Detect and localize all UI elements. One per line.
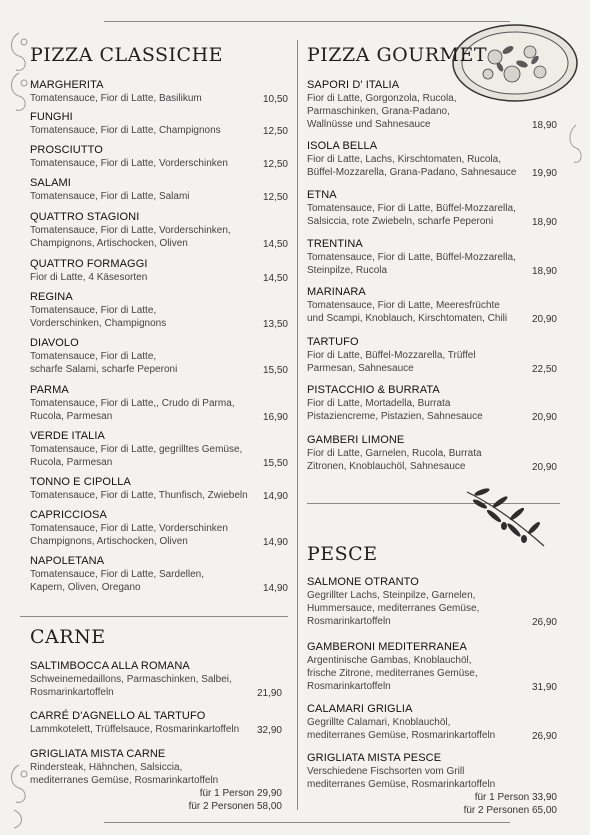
- menu-item-carr-d-agnello-al-tartufo: [30, 710, 282, 736]
- menu-item-parma: [30, 384, 288, 423]
- item-name: GAMBERI LIMONE: [307, 434, 405, 446]
- section-title-carne: CARNE: [30, 626, 106, 648]
- item-price: 14,90: [262, 491, 288, 502]
- item-price: 14,90: [262, 537, 288, 548]
- item-price: 20,90: [531, 412, 557, 423]
- item-name: CARRÉ D'AGNELLO AL TARTUFO: [30, 710, 206, 722]
- item-description-line: Hummersauce, mediterranes Gemüse,: [307, 603, 480, 614]
- item-description-line: Tomatensauce, Fior di Latte, Champignons: [30, 125, 221, 136]
- item-price: 15,50: [262, 458, 288, 469]
- item-description-line: Tomatensauce, Fior di Latte, Thunfisch, Zwiebeln: [30, 490, 248, 501]
- item-price: 10,50: [262, 94, 288, 105]
- item-description-line: Gegrillter Lachs, Steinpilze, Garnelen,: [307, 590, 476, 601]
- section-title-pizza-gourmet: PIZZA GOURMET: [307, 44, 488, 66]
- menu-item-salami: [30, 177, 288, 203]
- item-description-line: frische Zitrone, mediterranes Gemüse,: [307, 668, 478, 679]
- item-name: PROSCIUTTO: [30, 144, 103, 156]
- item-price: 32,90: [256, 725, 282, 736]
- item-description-line: Champignons, Artischocken, Oliven: [30, 536, 188, 547]
- item-price-option: für 1 Person 33,90: [474, 792, 557, 803]
- item-price: 26,90: [531, 731, 557, 742]
- item-price: 14,50: [262, 239, 288, 250]
- item-description-line: und Scampi, Knoblauch, Kirschtomaten, Chili: [307, 313, 508, 324]
- item-description-line: Rosmarinkartoffeln: [307, 616, 391, 627]
- menu-item-diavolo: [30, 337, 288, 376]
- menu-item-gamberi-limone: [307, 434, 557, 473]
- menu-item-funghi: [30, 111, 288, 137]
- item-name: TARTUFO: [307, 336, 359, 348]
- item-description-line: Champignons, Artischocken, Oliven: [30, 238, 188, 249]
- item-description-line: Tomatensauce, Fior di Latte, Sardellen,: [30, 569, 204, 580]
- item-name: SALTIMBOCCA ALLA ROMANA: [30, 660, 190, 672]
- item-description-line: Tomatensauce, Fior di Latte, Vorderschinken: [30, 158, 228, 169]
- item-name: TONNO E CIPOLLA: [30, 476, 131, 488]
- menu-item-calamari-griglia: [307, 703, 557, 742]
- item-price: 26,90: [531, 617, 557, 628]
- item-price: 14,90: [262, 583, 288, 594]
- item-price-options: [307, 791, 557, 817]
- menu-item-napoletana: [30, 555, 288, 594]
- menu-item-prosciutto: [30, 144, 288, 170]
- item-name: ETNA: [307, 189, 337, 201]
- item-description-line: Tomatensauce, Fior di Latte, Salami: [30, 191, 190, 202]
- menu-item-salmone-otranto: [307, 576, 557, 628]
- item-price: 20,90: [531, 462, 557, 473]
- item-description-line: scharfe Salami, scharfe Peperoni: [30, 364, 178, 375]
- item-name: PARMA: [30, 384, 69, 396]
- item-description-line: Zitronen, Knoblauchöl, Sahnesauce: [307, 461, 466, 472]
- item-description-line: Büffel-Mozzarella, Grana-Padano, Sahnesauce: [307, 167, 517, 178]
- menu-item-tartufo: [307, 336, 557, 375]
- item-description-line: Kapern, Oliven, Oregano: [30, 582, 141, 593]
- item-price-options: [30, 787, 282, 813]
- item-price: 18,90: [531, 266, 557, 277]
- item-price-option: für 2 Personen 65,00: [463, 805, 557, 816]
- menu-item-isola-bella: [307, 140, 557, 179]
- menu-item-margherita: [30, 79, 288, 105]
- column-divider: [297, 40, 298, 810]
- item-name: ISOLA BELLA: [307, 140, 378, 152]
- section-title-pizza-classiche: PIZZA CLASSICHE: [30, 44, 224, 66]
- menu-item-gamberoni-mediterranea: [307, 641, 557, 693]
- carne-top-rule: [20, 616, 288, 617]
- item-price: 19,90: [531, 168, 557, 179]
- item-name: SALMONE OTRANTO: [307, 576, 419, 588]
- item-description-line: Rindersteak, Hähnchen, Salsiccia,: [30, 762, 183, 773]
- item-description-line: Wallnüsse und Sahnesauce: [307, 119, 431, 130]
- item-description-line: Fior di Latte, Mortadella, Burrata: [307, 398, 451, 409]
- olive-branch-icon: [462, 484, 552, 552]
- item-name: NAPOLETANA: [30, 555, 105, 567]
- item-description-line: Lammkotelett, Trüffelsauce, Rosmarinkartoffeln: [30, 724, 240, 735]
- item-description-line: Tomatensauce, Fior di Latte, Basilikum: [30, 93, 202, 104]
- item-price: 12,50: [262, 192, 288, 203]
- item-description-line: Parmaschinken, Grana-Padano,: [307, 106, 450, 117]
- item-name: GRIGLIATA MISTA PESCE: [307, 752, 442, 764]
- item-description-line: Argentinische Gambas, Knoblauchöl,: [307, 655, 472, 666]
- item-price: 22,50: [531, 364, 557, 375]
- item-name: MARGHERITA: [30, 79, 104, 91]
- right-flourish-icon: [564, 120, 588, 180]
- item-description-line: Tomatensauce, Fior di Latte, gegrilltes Gemüse,: [30, 444, 243, 455]
- item-name: REGINA: [30, 291, 73, 303]
- item-price: 12,50: [262, 159, 288, 170]
- item-price: 12,50: [262, 126, 288, 137]
- section-title-pesce: PESCE: [307, 543, 378, 565]
- item-price: 20,90: [531, 314, 557, 325]
- menu-item-grigliata-mista-pesce: [307, 752, 557, 817]
- item-description-line: Gegrillte Calamari, Knoblauchöl,: [307, 717, 451, 728]
- item-name: CALAMARI GRIGLIA: [307, 703, 413, 715]
- menu-item-tonno-e-cipolla: [30, 476, 288, 502]
- item-description-line: Fior di Latte, Garnelen, Rucola, Burrata: [307, 448, 482, 459]
- item-name: QUATTRO FORMAGGI: [30, 258, 148, 270]
- item-description-line: Tomatensauce, Fior di Latte, Meeresfrüchte: [307, 300, 500, 311]
- item-description-line: Fior di Latte, 4 Käsesorten: [30, 272, 148, 283]
- item-price-option: für 1 Person 29,90: [199, 788, 282, 799]
- item-name: TRENTINA: [307, 238, 363, 250]
- menu-item-pistacchio-burrata: [307, 384, 557, 423]
- menu-item-regina: [30, 291, 288, 330]
- item-price: 13,50: [262, 319, 288, 330]
- item-description-line: Tomatensauce, Fior di Latte, Büffel-Mozzarella,: [307, 203, 516, 214]
- item-description-line: Pistaziencreme, Pistazien, Sahnesauce: [307, 411, 483, 422]
- item-description-line: Tomatensauce, Fior di Latte,, Crudo di Parma,: [30, 398, 235, 409]
- item-description-line: Verschiedene Fischsorten vom Grill: [307, 766, 465, 777]
- item-price: 31,90: [531, 682, 557, 693]
- item-description-line: Rosmarinkartoffeln: [307, 681, 391, 692]
- menu-item-sapori-d-italia: [307, 79, 557, 131]
- item-price: 18,90: [531, 120, 557, 131]
- item-name: SAPORI D' ITALIA: [307, 79, 400, 91]
- item-price: 15,50: [262, 365, 288, 376]
- item-name: FUNGHI: [30, 111, 73, 123]
- item-description-line: Fior di Latte, Gorgonzola, Rucola,: [307, 93, 457, 104]
- item-description-line: Parmesan, Sahnesauce: [307, 363, 414, 374]
- item-name: PISTACCHIO & BURRATA: [307, 384, 440, 396]
- item-description-line: Rucola, Parmesan: [30, 457, 113, 468]
- item-name: MARINARA: [307, 286, 366, 298]
- item-description-line: mediterranes Gemüse, Rosmarinkartoffeln: [307, 730, 496, 741]
- item-description-line: Schweinemedaillons, Parmaschinken, Salbei,: [30, 674, 232, 685]
- item-name: SALAMI: [30, 177, 71, 189]
- menu-item-quattro-stagioni: [30, 211, 288, 250]
- item-description-line: Rosmarinkartoffeln: [30, 687, 114, 698]
- item-description-line: Tomatensauce, Fior di Latte, Büffel-Mozzarella,: [307, 252, 516, 263]
- item-price: 14,50: [262, 273, 288, 284]
- item-description-line: mediterranes Gemüse, Rosmarinkartoffeln: [30, 775, 219, 786]
- item-name: DIAVOLO: [30, 337, 79, 349]
- item-description-line: Tomatensauce, Fior di Latte,: [30, 351, 157, 362]
- item-description-line: Tomatensauce, Fior di Latte,: [30, 305, 157, 316]
- item-name: GAMBERONI MEDITERRANEA: [307, 641, 467, 653]
- item-description-line: Fior di Latte, Lachs, Kirschtomaten, Rucola,: [307, 154, 501, 165]
- bottom-rule: [104, 822, 510, 823]
- item-name: GRIGLIATA MISTA CARNE: [30, 748, 166, 760]
- item-description-line: mediterranes Gemüse, Rosmarinkartoffeln: [307, 779, 496, 790]
- item-name: VERDE ITALIA: [30, 430, 105, 442]
- item-price: 21,90: [256, 688, 282, 699]
- item-description-line: Fior di Latte, Büffel-Mozzarella, Trüffel: [307, 350, 476, 361]
- menu-item-etna: [307, 189, 557, 228]
- item-description-line: Vorderschinken, Champignons: [30, 318, 167, 329]
- item-price-option: für 2 Personen 58,00: [188, 801, 282, 812]
- menu-item-capricciosa: [30, 509, 288, 548]
- menu-item-quattro-formaggi: [30, 258, 288, 284]
- item-name: QUATTRO STAGIONI: [30, 211, 140, 223]
- item-description-line: Tomatensauce, Fior di Latte, Vorderschinken,: [30, 225, 231, 236]
- item-description-line: Steinpilze, Rucola: [307, 265, 388, 276]
- item-description-line: Salsiccia, rote Zwiebeln, scharfe Peperoni: [307, 216, 494, 227]
- menu-item-grigliata-mista-carne: [30, 748, 282, 813]
- menu-item-saltimbocca-alla-romana: [30, 660, 282, 699]
- item-description-line: Rucola, Parmesan: [30, 411, 113, 422]
- menu-item-verde-italia: [30, 430, 288, 469]
- menu-item-trentina: [307, 238, 557, 277]
- item-name: CAPRICCIOSA: [30, 509, 107, 521]
- menu-item-marinara: [307, 286, 557, 325]
- item-description-line: Tomatensauce, Fior di Latte, Vorderschinken: [30, 523, 228, 534]
- item-price: 18,90: [531, 217, 557, 228]
- item-price: 16,90: [262, 412, 288, 423]
